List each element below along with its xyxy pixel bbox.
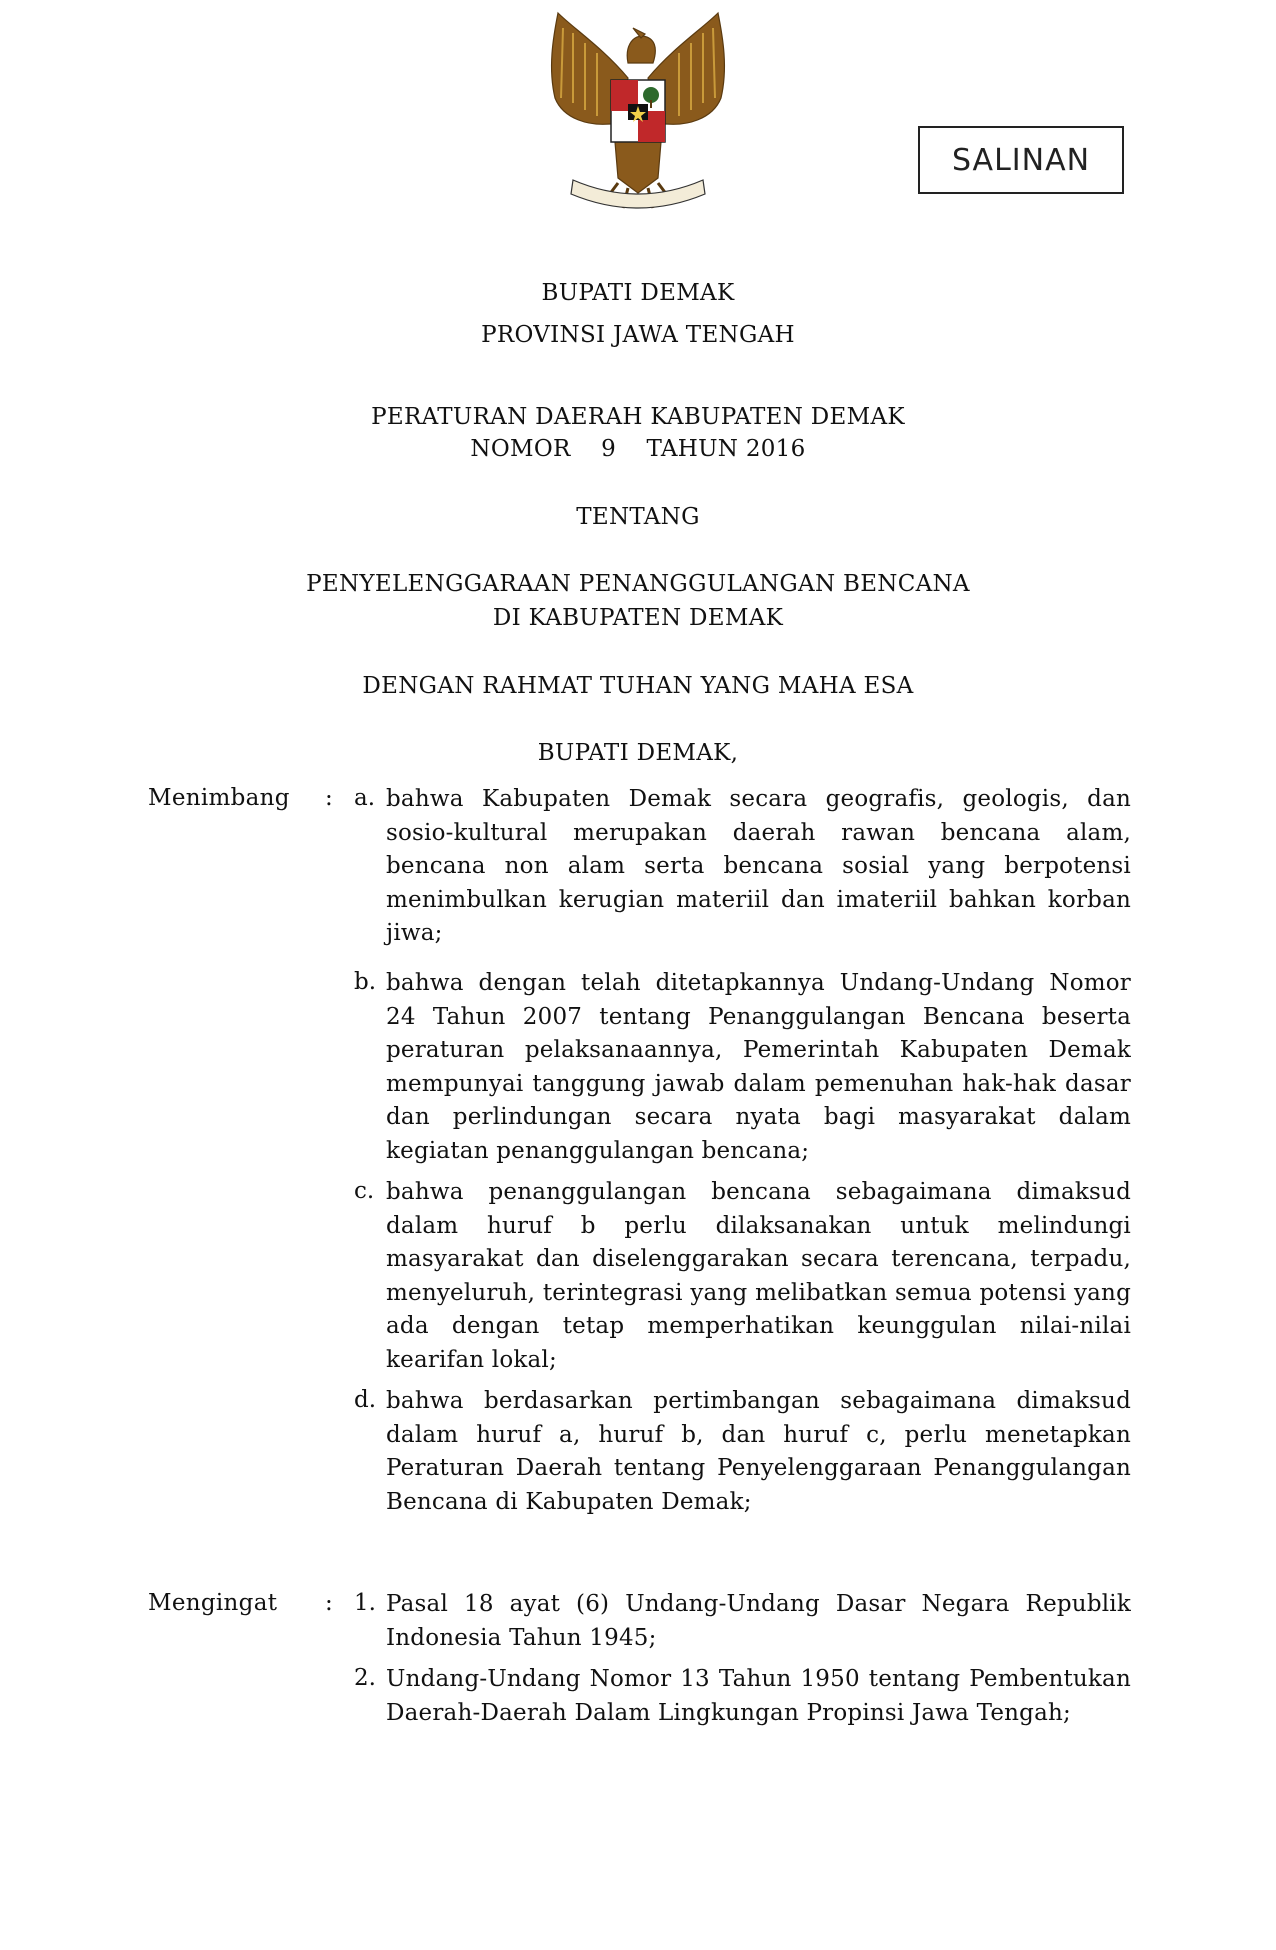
menimbang-item-c: bahwa penanggulangan bencana sebagaimana dimaksud dalam huruf b perlu dilaksanakan untuk melindungi masyarakat dan diselenggarakan secara terencana, terpadu, menyeluruh, terintegrasi yang melibatkan semua potensi yang ada dengan tetap memperhatikan keunggulan nilai-nilai kearifan lokal;	[386, 1179, 1131, 1373]
regent-signoff: BUPATI DEMAK,	[537, 740, 739, 766]
mengingat-item-1: Pasal 18 ayat (6) Undang-Undang Dasar Negara Republik Indonesia Tahun 1945;	[386, 1591, 1131, 1651]
regulation-title: PERATURAN DAERAH KABUPATEN DEMAK	[371, 404, 905, 430]
mengingat-label: Mengingat	[148, 1590, 278, 1616]
menimbang-label: Menimbang	[148, 785, 290, 811]
mengingat-colon: :	[325, 1590, 333, 1616]
subject-line-2: DI KABUPATEN DEMAK	[492, 605, 784, 631]
regulation-number: NOMOR 9 TAHUN 2016	[470, 436, 806, 462]
about-heading: TENTANG	[576, 504, 700, 530]
province-title: PROVINSI JAWA TENGAH	[481, 322, 795, 348]
menimbang-colon: :	[325, 785, 333, 811]
menimbang-marker-a: a.	[354, 785, 376, 811]
menimbang-item-b: bahwa dengan telah ditetapkannya Undang-Undang Nomor 24 Tahun 2007 tentang Penanggulangan Bencana beserta peraturan pelaksanaannya, Pemerintah Kabupaten Demak mempunyai tanggung jawab dalam pemenuhan hak-hak dasar dan perlindungan secara nyata bagi masyarakat dalam kegiatan penanggulangan bencana;	[386, 970, 1131, 1164]
mengingat-marker-1: 1.	[354, 1590, 376, 1616]
subject-line-1: PENYELENGGARAAN PENANGGULANGAN BENCANA	[306, 571, 970, 597]
mengingat-marker-2: 2.	[354, 1665, 376, 1691]
mengingat-item-2: Undang-Undang Nomor 13 Tahun 1950 tentang Pembentukan Daerah-Daerah Dalam Lingkungan Propinsi Jawa Tengah;	[386, 1666, 1131, 1726]
menimbang-item-d: bahwa berdasarkan pertimbangan sebagaimana dimaksud dalam huruf a, huruf b, dan huruf c, perlu menetapkan Peraturan Daerah tentang Penyelenggaraan Penanggulangan Bencana di Kabupaten Demak;	[386, 1388, 1131, 1515]
regent-title: BUPATI DEMAK	[541, 280, 735, 306]
salinan-stamp: SALINAN	[918, 126, 1124, 194]
invocation: DENGAN RAHMAT TUHAN YANG MAHA ESA	[362, 673, 914, 699]
menimbang-item-a: bahwa Kabupaten Demak secara geografis, geologis, dan sosio-kultural merupakan daerah rawan bencana alam, bencana non alam serta bencana sosial yang berpotensi menimbulkan kerugian materiil dan imateriil bahkan korban jiwa;	[386, 786, 1131, 947]
menimbang-marker-c: c.	[354, 1178, 375, 1204]
menimbang-marker-b: b.	[354, 969, 377, 995]
garuda-emblem-icon	[533, 8, 743, 228]
menimbang-marker-d: d.	[354, 1387, 377, 1413]
